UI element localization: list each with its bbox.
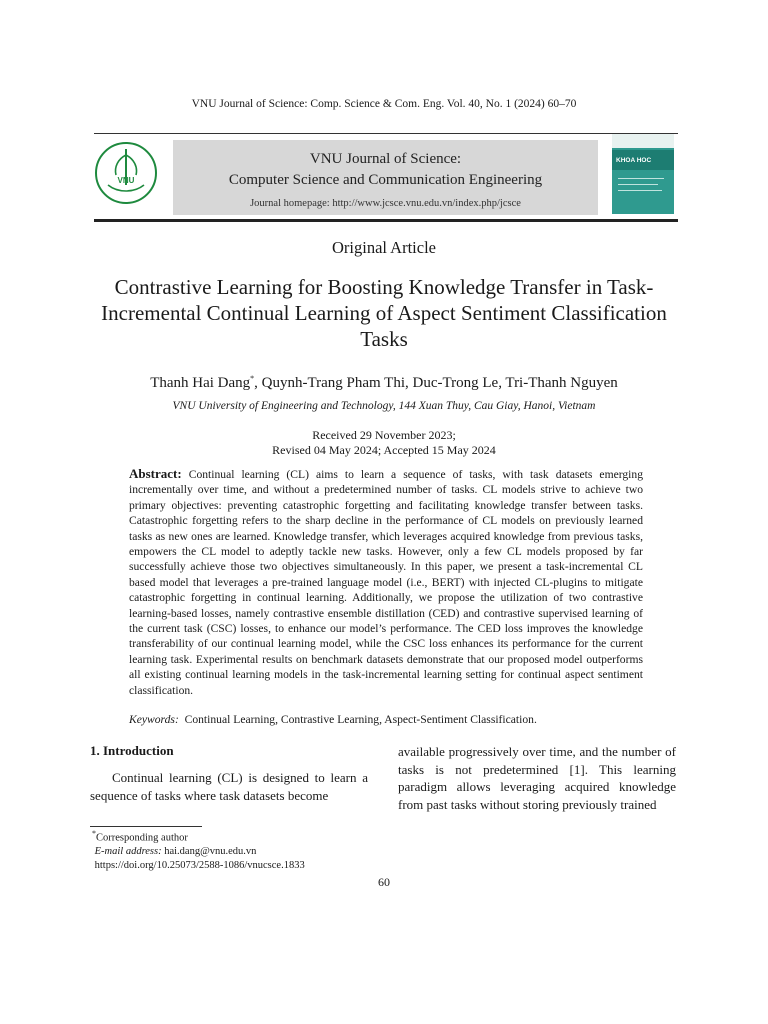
- journal-homepage[interactable]: Journal homepage: http://www.jcsce.vnu.edu.vn/index.php/jcsce: [250, 198, 521, 209]
- corresponding-author-note: Corresponding author: [96, 832, 188, 844]
- abstract: [129, 466, 643, 698]
- footnotes: [92, 827, 305, 872]
- intro-right-column: available progressively over time, and the number of tasks is not predetermined [1]. This learning paradigm allows leveraging acquired knowledge from past tasks without storing previously trained: [398, 744, 676, 812]
- doi-link[interactable]: https://doi.org/10.25073/2588-1086/vnucsce.1833: [94, 859, 305, 871]
- running-head: VNU Journal of Science: Comp. Science & Com. Eng. Vol. 40, No. 1 (2024) 60–70: [191, 98, 577, 110]
- abstract-text: Continual learning (CL) aims to learn a sequence of tasks, with task datasets emerging incrementally over time, and without a predetermined number of tasks. CL models strive to achieve two primary objectives: preventing catastrophic forgetting and facilitating knowledge transfer between tasks. Catastrophic forgetting refers to the sharp decline in the performance of CL models on previously learned tasks as new ones are learned. Knowledge transfer, which leverages acquired knowledge from previous tasks, empowers the CL model to adeptly tackle new tasks. However, only a few CL models proposed by far successfully achieve those two objectives simultaneously. In this paper, we present a task-incremental CL based model that leverages a pre-trained language model (i.e., BERT) with injected CL-plugins to mitigate catastrophic forgetting in continual learning. Additionally, we propose the utilization of two contrastive learning-based losses, namely contrastive ensemble distillation (CED) and contrastive supervised learning of the current task (CSC) losses, to enhance our model’s performance. The CED loss improves the knowledge transferability of our continual learning model, while the CSC loss enhances its performance for the current learning task. Experimental results on benchmark datasets demonstrate that our proposed model outperforms all existing continual learning models in the task-incremental learning setting for continual aspect sentiment classification.: [129, 468, 643, 697]
- email-address[interactable]: hai.dang@vnu.edu.vn: [164, 846, 257, 857]
- logo-text: VNU: [117, 176, 135, 185]
- vnu-logo: [94, 141, 158, 205]
- footnote-mark: *: [92, 829, 96, 838]
- article-dates: [0, 428, 768, 457]
- abstract-label: Abstract:: [129, 466, 182, 481]
- journal-cover-thumbnail: [612, 134, 674, 214]
- section-heading-introduction: 1. Introduction: [90, 743, 174, 758]
- corresponding-mark: *: [250, 374, 255, 383]
- affiliation: VNU University of Engineering and Technology, 144 Xuan Thuy, Cau Giay, Hanoi, Vietnam: [172, 400, 596, 412]
- journal-title-line2: Computer Science and Communication Engineering: [228, 172, 543, 188]
- journal-title-line1: VNU Journal of Science:: [309, 151, 462, 167]
- paper-title: Contrastive Learning for Boosting Knowledge Transfer in Task-Incremental Continual Learning of Aspect Sentiment Classification Tasks: [101, 275, 667, 351]
- email-label: E-mail address:: [94, 846, 162, 857]
- keywords-text: Continual Learning, Contrastive Learning, Aspect-Sentiment Classification.: [184, 713, 537, 726]
- intro-left-column: [90, 769, 368, 804]
- author-list: [0, 374, 768, 392]
- page-number: 60: [378, 875, 390, 889]
- intro-left-text: Continual learning (CL) is designed to learn a sequence of tasks where task datasets become: [90, 770, 368, 803]
- header-rule-bottom: [94, 219, 678, 222]
- revised-accepted-dates: Revised 04 May 2024; Accepted 15 May 2024: [272, 442, 496, 457]
- received-date: Received 29 November 2023;: [312, 428, 456, 442]
- journal-banner: [173, 140, 598, 215]
- keywords: [129, 713, 643, 726]
- header-rule-top: [94, 133, 678, 134]
- keywords-label: Keywords:: [129, 713, 179, 726]
- first-author: Thanh Hai Dang: [150, 375, 251, 391]
- article-type: Original Article: [331, 238, 436, 257]
- other-authors: , Quynh-Trang Pham Thi, Duc-Trong Le, Tri-Thanh Nguyen: [254, 375, 618, 391]
- cover-text: KHOA HOC: [616, 157, 652, 164]
